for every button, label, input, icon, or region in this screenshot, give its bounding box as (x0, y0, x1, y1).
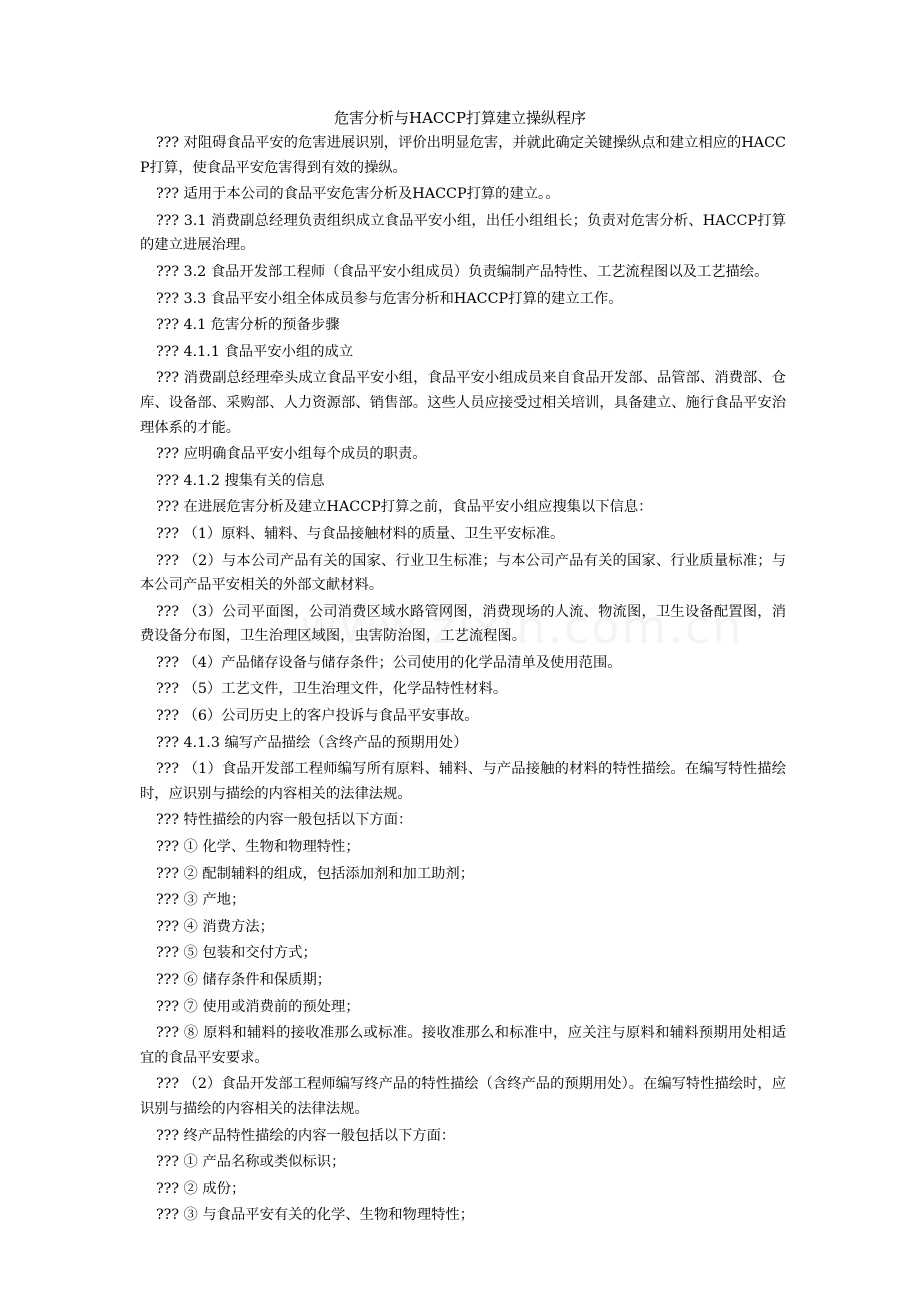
paragraph: ??? 应明确食品平安小组每个成员的职责。 (156, 446, 427, 463)
paragraph: ??? ① 化学、生物和物理特性； (156, 839, 360, 856)
paragraph: ??? 4.1.3 编写产品描绘（含终产品的预期用处） (156, 734, 468, 751)
paragraph: ??? ④ 消费方法； (156, 918, 274, 935)
paragraph: ??? 4.1 危害分析的预备步骤 (156, 317, 340, 334)
paragraph: ??? 对阻碍食品平安的危害进展识别，评价出明显危害，并就此确定关键操纵点和建立相应的HACCP打算，使食品平安危害得到有效的操纵。 (140, 135, 786, 176)
paragraph: ??? 终产品特性描绘的内容一般包括以下方面： (156, 1127, 456, 1144)
document-body (140, 131, 786, 1230)
paragraph: ??? 适用于本公司的食品平安危害分析及HACCP打算的建立。。 (156, 186, 560, 203)
paragraph: ??? ⑧ 原料和辅料的接收准那么或标准。接收准那么和标准中，应关注与原料和辅料预期用处相适宜的食品平安要求。 (140, 1025, 786, 1066)
paragraph: ??? 消费副总经理牵头成立食品平安小组，食品平安小组成员来自食品开发部、品管部、消费部、仓库、设备部、采购部、人力资源部、销售部。这些人员应接受过相关培训，具备建立、施行食品平安治理体系的才能。 (140, 370, 786, 436)
paragraph: ??? （2）与本公司产品有关的国家、行业卫生标准；与本公司产品有关的国家、行业质量标准；与本公司产品平安相关的外部文献材料。 (140, 552, 786, 594)
paragraph: ??? 4.1.2 搜集有关的信息 (156, 472, 325, 489)
paragraph: ??? 3.2 食品开发部工程师（食品平安小组成员）负责编制产品特性、工艺流程图以及工艺描绘。 (156, 263, 769, 280)
paragraph: ??? （6）公司历史上的客户投诉与食品平安事故。 (156, 708, 479, 725)
paragraph: ??? ② 配制辅料的组成，包括添加剂和加工助剂； (156, 865, 475, 882)
paragraph: ??? ⑤ 包装和交付方式； (156, 945, 317, 962)
document-title: 危害分析与HACCP打算建立操纵程序 (334, 109, 586, 127)
paragraph: ??? 特性描绘的内容一般包括以下方面： (156, 812, 413, 829)
paragraph: ??? 3.1 消费副总经理负责组织成立食品平安小组，出任小组组长；负责对危害分析、HACCP打算的建立进展治理。 (140, 212, 786, 254)
paragraph: ??? ⑥ 储存条件和保质期； (156, 972, 332, 988)
paragraph: ??? （1）原料、辅料、与食品接触材料的质量、卫生平安标准。 (156, 525, 565, 542)
paragraph: ??? （5）工艺文件，卫生治理文件，化学品特性材料。 (156, 681, 508, 698)
paragraph: ??? （1）食品开发部工程师编写所有原料、辅料、与产品接触的材料的特性描绘。在编写特性描绘时，应识别与描绘的内容相关的法律法规。 (140, 761, 786, 802)
paragraph: ??? ③ 产地； (156, 892, 246, 909)
paragraph: ??? （4）产品储存设备与储存条件；公司使用的化学品清单及使用范围。 (156, 654, 622, 671)
paragraph: ??? 4.1.1 食品平安小组的成立 (156, 343, 354, 360)
paragraph: ??? 3.3 食品平安小组全体成员参与危害分析和HACCP打算的建立工作。 (156, 290, 623, 307)
paragraph: ??? （3）公司平面图，公司消费区域水路管网图，消费现场的人流、物流图，卫生设备配置图，消费设备分布图，卫生治理区域图，虫害防治图，工艺流程图。 (140, 603, 786, 645)
paragraph: ??? ③ 与食品平安有关的化学、生物和物理特性； (156, 1207, 475, 1224)
paragraph: ??? ② 成份； (156, 1180, 246, 1197)
paragraph: ??? ⑦ 使用或消费前的预处理； (156, 998, 360, 1015)
paragraph: ??? （2）食品开发部工程师编写终产品的特性描绘（含终产品的预期用处）。在编写特性描绘时，应识别与描绘的内容相关的法律法规。 (140, 1076, 786, 1117)
paragraph: ??? 在进展危害分析及建立HACCP打算之前，食品平安小组应搜集以下信息： (156, 499, 653, 516)
paragraph: ??? ① 产品名称或类似标识； (156, 1154, 346, 1171)
